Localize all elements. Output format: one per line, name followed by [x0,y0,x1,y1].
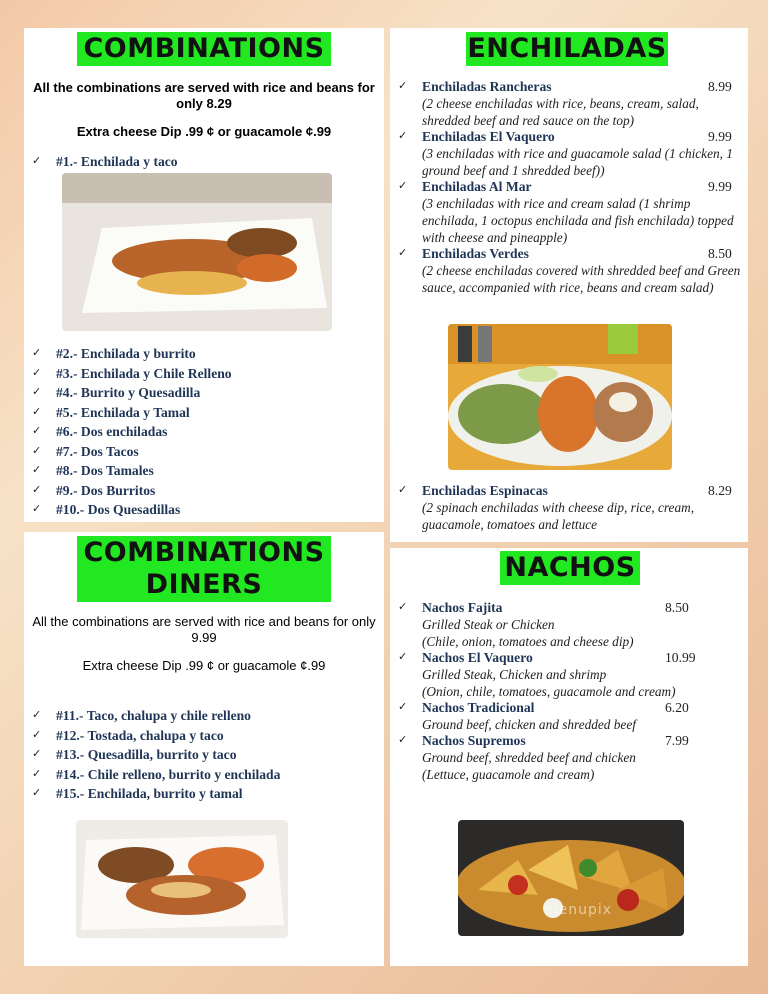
item-name: Enchiladas Al Mar [422,179,532,194]
list-item [32,385,372,405]
check-icon: ✓ [32,503,42,515]
list-item [32,366,372,386]
item-price: 7.99 [665,733,689,748]
item-label: #9.- Dos Burritos [56,482,156,498]
diners-title [77,536,331,602]
check-icon: ✓ [32,787,42,799]
check-icon: ✓ [398,484,408,496]
list-item [32,346,372,366]
check-icon: ✓ [32,444,42,457]
list-item [398,650,743,700]
item-label: #14.- Chile relleno, burrito y enchilada [56,766,281,782]
combinations-panel [24,28,384,522]
check-icon: ✓ [398,247,408,259]
list-item [32,405,372,425]
check-icon: ✓ [32,767,42,780]
item-description: (2 cheese enchiladas with rice, beans, cream, salad, shredded beef and red sauce on the top) [422,96,699,128]
item-price: 9.99 [708,129,732,144]
check-icon: ✓ [32,386,42,398]
diners-title-line1: COMBINATIONS [83,537,325,568]
combination-plate-photo [62,173,332,331]
list-item [398,483,743,533]
check-icon: ✓ [32,366,42,379]
item-name: Enchiladas El Vaquero [422,129,555,144]
check-icon: ✓ [32,347,42,359]
check-icon: ✓ [32,425,42,437]
item-label: #2.- Enchilada y burrito [56,346,196,361]
item-price: 6.20 [665,700,689,715]
combinations-intro: All the combinations are served with rice and beans for only 8.29 [33,80,375,111]
check-icon: ✓ [398,130,408,142]
check-icon: ✓ [32,748,42,760]
item-label: #15.- Enchilada, burrito y tamal [56,786,243,801]
diners-intro: All the combinations are served with rice and beans for only 9.99 [32,614,376,645]
combinations-list [32,346,372,522]
combinations-first-list [32,154,372,170]
diners-plate-photo [76,820,288,938]
list-item [32,154,372,170]
item-name: Enchiladas Verdes [422,246,529,261]
check-icon: ✓ [32,709,42,721]
item-label: #8.- Dos Tamales [56,463,154,478]
check-icon: ✓ [32,155,42,167]
enchiladas-list [398,79,743,296]
item-price: 8.50 [665,600,689,615]
item-price: 8.29 [708,483,732,498]
enchiladas-verdes-photo [448,324,672,470]
diners-extra: Extra cheese Dip .99 ¢ or guacamole ¢.99 [82,658,326,673]
combinations-title: COMBINATIONS [77,32,331,66]
list-item [32,502,372,522]
diners-list [32,708,377,806]
item-description: (3 enchiladas with rice and guacamole salad (1 chicken, 1 ground beef and 1 shredded beef)) [422,146,733,178]
list-item [398,246,743,296]
check-icon: ✓ [32,405,42,418]
check-icon: ✓ [32,483,42,496]
item-label: #11.- Taco, chalupa y chile relleno [56,708,251,723]
item-label: #7.- Dos Tacos [56,443,139,459]
check-icon: ✓ [398,734,408,746]
item-description: Grilled Steak or Chicken [422,617,555,632]
item-label: #1.- Enchilada y taco [56,154,178,169]
list-item [398,600,743,650]
item-price: 8.99 [708,79,732,94]
item-name: Nachos Supremos [422,733,526,748]
check-icon: ✓ [398,701,408,713]
list-item [398,179,743,246]
item-description: (2 spinach enchiladas with cheese dip, rice, cream, guacamole, tomatoes and lettuce [422,500,695,532]
check-icon: ✓ [398,180,408,192]
enchiladas-panel [390,28,748,542]
enchiladas-title: ENCHILADAS [467,33,667,64]
list-item [398,79,743,129]
combinations-extra: Extra cheese Dip .99 ¢ or guacamole ¢.99 [76,124,332,139]
item-name: Enchiladas Rancheras [422,79,552,94]
nachos-photo [458,820,684,936]
item-name: Nachos El Vaquero [422,650,533,665]
item-description: (2 cheese enchiladas covered with shredded beef and Green sauce, accompanied with rice, beans and cream salad) [422,263,741,295]
list-item [32,786,377,806]
item-label: #13.- Quesadilla, burrito y taco [56,747,237,762]
list-item [32,424,372,444]
nachos-panel [390,548,748,966]
watermark-logo: menupix [544,902,613,918]
item-description: (Chile, onion, tomatoes and cheese dip) [422,634,634,649]
check-icon: ✓ [32,464,42,476]
list-item [398,700,743,733]
nachos-list [398,600,743,783]
check-icon: ✓ [398,651,408,663]
list-item [32,483,372,503]
nachos-title: NACHOS [500,551,640,585]
item-description: Ground beef, chicken and shredded beef [422,717,636,732]
diners-panel [24,532,384,966]
list-item [32,728,377,748]
item-label: #10.- Dos Quesadillas [56,502,181,517]
item-label: #5.- Enchilada y Tamal [56,404,190,420]
list-item [32,444,372,464]
item-price: 10.99 [665,650,696,665]
item-price: 9.99 [708,179,732,194]
enchiladas-last-list [398,483,743,533]
diners-title-line2: DINERS [145,569,263,600]
item-description: (Onion, chile, tomatoes, guacamole and cream) [422,684,676,699]
list-item [32,708,377,728]
item-label: #3.- Enchilada y Chile Relleno [56,365,232,381]
item-name: Enchiladas Espinacas [422,483,548,498]
check-icon: ✓ [398,80,408,92]
check-icon: ✓ [32,728,42,741]
item-description: Grilled Steak, Chicken and shrimp [422,667,607,682]
item-description: Ground beef, shredded beef and chicken [422,750,636,765]
list-item [32,767,377,787]
item-description: (Lettuce, guacamole and cream) [422,767,595,782]
item-label: #4.- Burrito y Quesadilla [56,385,201,400]
list-item [398,733,743,783]
item-name: Nachos Tradicional [422,700,535,715]
item-label: #6.- Dos enchiladas [56,424,168,439]
item-label: #12.- Tostada, chalupa y taco [56,727,224,743]
item-description: (3 enchiladas with rice and cream salad (1 shrimp enchilada, 1 octopus enchilada and fish enchilada) topped with cheese and pineapple) [422,196,734,245]
item-name: Nachos Fajita [422,600,503,615]
item-price: 8.50 [708,246,732,261]
list-item [32,463,372,483]
list-item [398,129,743,179]
list-item [32,747,377,767]
check-icon: ✓ [398,601,408,613]
